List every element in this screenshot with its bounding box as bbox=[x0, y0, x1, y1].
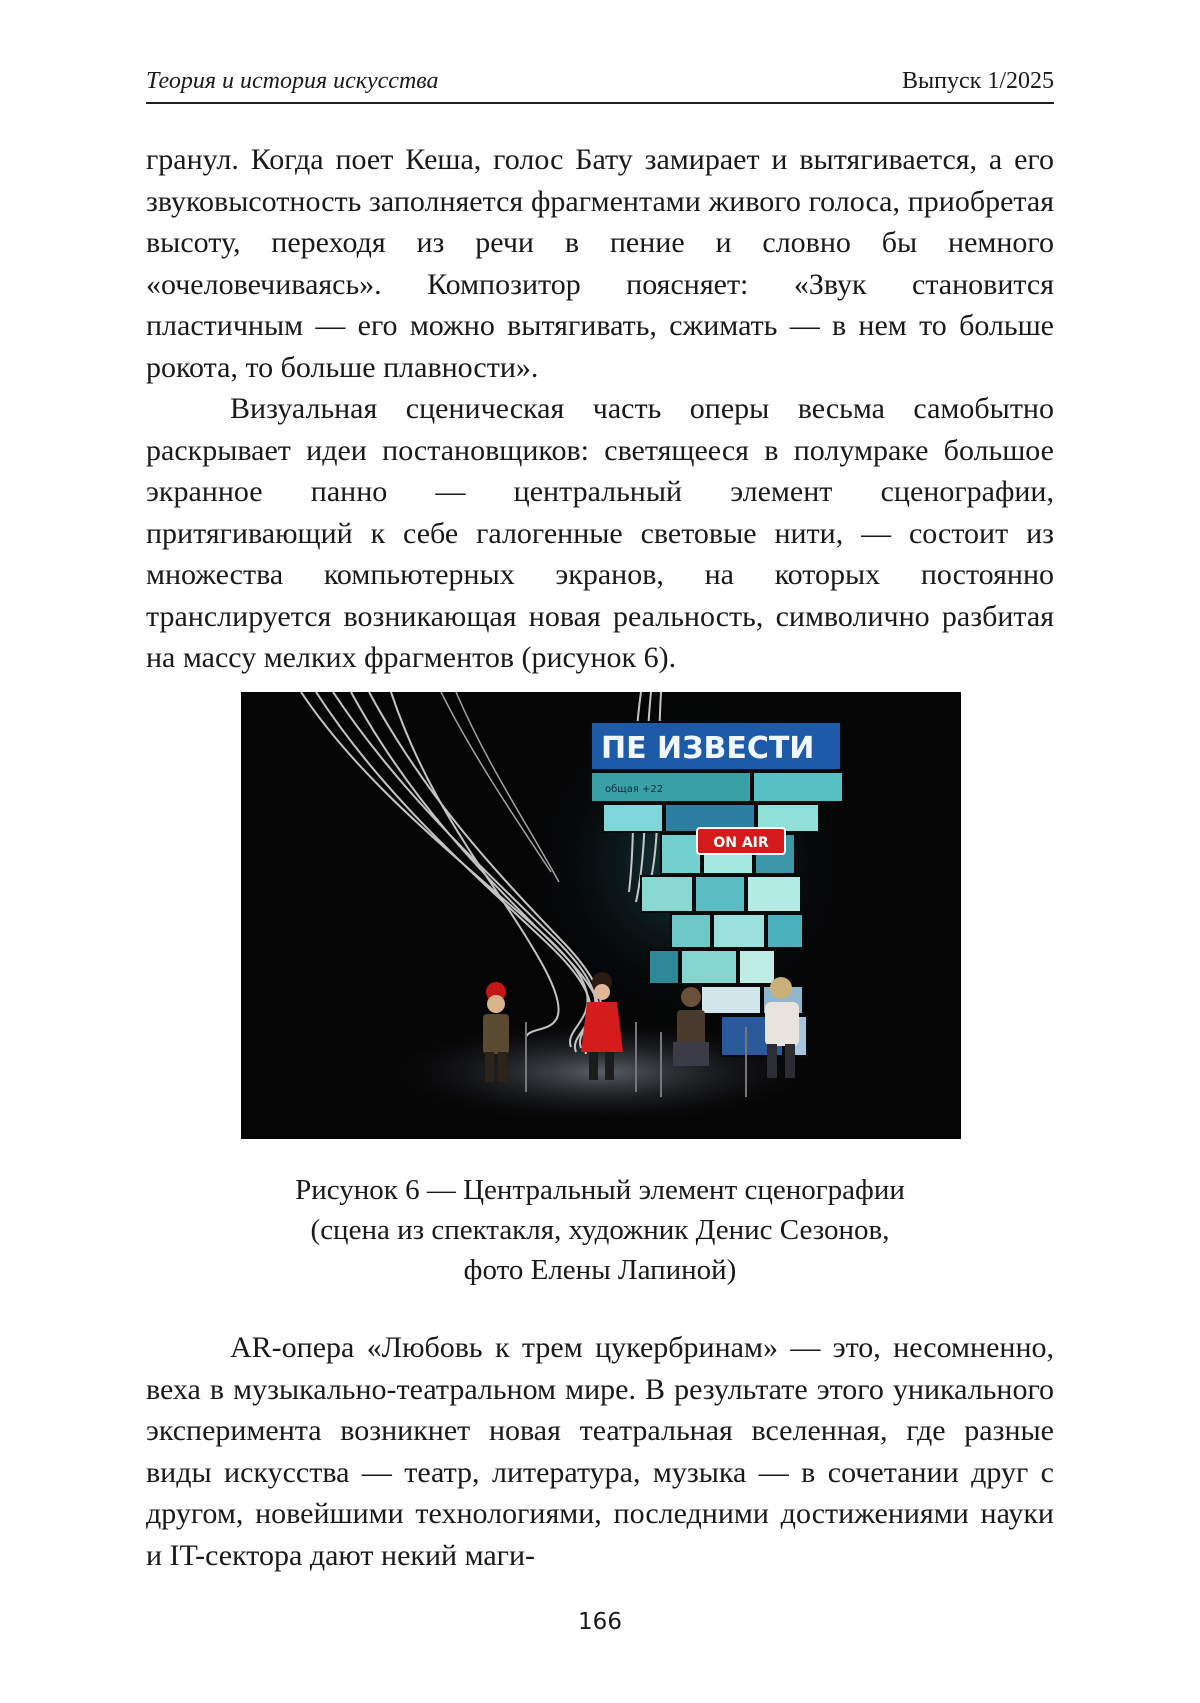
caption-line-1: Рисунок 6 — Центральный элемент сценографии bbox=[295, 1174, 905, 1206]
body-paragraph-3: AR-опера «Любовь к трем цукербринам» — это, несомненно, веха в музыкально-театральном мире. В результате этого уникального эксперимента возникнет новая театральная вселенная, где разные виды искусства — театр, литература, музыка — в сочетании друг с другом, новейшими технологиями, последними достижениями науки и IT-сектора дают некий маги- bbox=[146, 1331, 1054, 1572]
figure-stage-photo bbox=[241, 692, 961, 1139]
figure-caption bbox=[146, 1170, 1054, 1290]
screen-headline-text: ПЕ ИЗВЕСТИ bbox=[601, 731, 815, 766]
on-air-sign bbox=[697, 828, 785, 854]
caption-line-2: (сцена из спектакля, художник Денис Сезонов, bbox=[310, 1214, 890, 1246]
body-paragraph-1: гранул. Когда поет Кеша, голос Бату замирает и вытягивается, а его звуковысотность заполняется фрагментами живого голоса, приобретая высоту, переходя из речи в пение и словно бы немного «очеловечиваясь». Композитор поясняет: «Звук становится пластичным — его можно вытягивать, сжимать — в нем то больше рокота, то больше плавности». bbox=[146, 143, 1054, 384]
caption-line-3: фото Елены Лапиной) bbox=[463, 1254, 737, 1286]
page-number: 166 bbox=[578, 1609, 622, 1635]
on-air-text: ON AIR bbox=[713, 835, 769, 851]
stage-photo-illustration bbox=[241, 692, 961, 1139]
journal-title: Теория и история искусства bbox=[146, 68, 439, 94]
running-header bbox=[146, 66, 1054, 104]
body-paragraph-2: Визуальная сценическая часть оперы весьма самобытно раскрывает идеи постановщиков: светящееся в полумраке большое экранное панно — центральный элемент сценографии, притягивающий к себе галогенные световые нити, — состоит из множества компьютерных экранов, на которых постоянно транслируется возникающая новая реальность, символично разбитая на массу мелких фрагментов (рисунок 6). bbox=[146, 392, 1054, 674]
issue-number: Выпуск 1/2025 bbox=[902, 68, 1054, 94]
screen-small-text: общая +22 bbox=[605, 784, 664, 795]
